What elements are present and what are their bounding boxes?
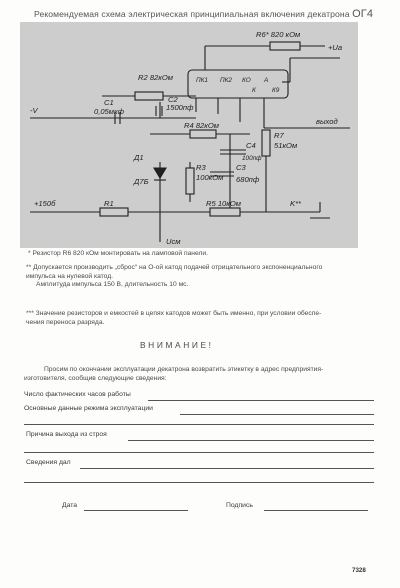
attention-line-1: Просим по окончании эксплуатации декатрона возвратить этикетку в адрес предприятия- — [44, 366, 324, 373]
attention-line-2: изготовителя, сообщив следующие сведения: — [24, 374, 167, 382]
label-d1-type: Д7Б — [134, 177, 149, 186]
label-r5: R5 10кОм — [206, 199, 241, 208]
document-title — [34, 8, 374, 20]
field-label-signature: Подпись — [226, 502, 253, 509]
note-3-line-1: *** Значение резисторов и емкостей в цепях катодов может быть именно, при условии обеспе- — [26, 310, 322, 317]
field-line-date[interactable] — [84, 510, 188, 511]
note-3-line-2: чения переноса разряда. — [26, 318, 105, 326]
label-c2: C2 — [168, 95, 178, 104]
label-r3-value: 100кОм — [196, 173, 224, 182]
label-r7-value: 51кОм — [274, 141, 298, 150]
label-c1: C1 — [104, 98, 114, 107]
note-2-line-3: Амплитуда импульса 150 В, длительность 10 мс. — [36, 281, 189, 289]
note-1: * Резистор R6 820 кОм монтировать на ламповой панели. — [28, 250, 208, 257]
field-label-failure: Причина выхода из строя — [26, 431, 107, 438]
label-minus-v: -V — [30, 106, 38, 115]
note-3 — [26, 310, 392, 327]
label-a: А — [264, 77, 269, 84]
field-line-failure-2[interactable] — [24, 452, 374, 453]
attention-heading: ВНИМАНИЕ! — [140, 340, 214, 350]
label-r6: R6* 820 кОм — [256, 30, 301, 39]
label-r2: R2 82кОм — [138, 73, 173, 82]
field-line-submitted-2[interactable] — [24, 482, 374, 483]
attention-text — [24, 366, 394, 383]
field-label-modes: Основные данные режима эксплуатации — [24, 405, 153, 412]
label-pk2: ПК2 — [220, 77, 232, 84]
label-r7: R7 — [274, 131, 284, 140]
label-ko: КО — [242, 77, 251, 84]
label-d1: Д1 — [134, 153, 144, 162]
title-text: Рекомендуемая схема электрическая принципиальная включения декатрона — [34, 9, 350, 19]
label-k: К — [252, 87, 256, 94]
circuit-schematic — [20, 22, 358, 248]
note-2 — [26, 264, 392, 290]
label-r4: R4 82кОм — [184, 121, 219, 130]
schematic-background — [20, 22, 358, 248]
field-line-hours[interactable] — [148, 400, 374, 401]
page-number: 7328 — [352, 567, 366, 574]
note-2-line-2: импульса на нулевой катод. — [26, 272, 113, 280]
field-label-date: Дата — [62, 502, 78, 509]
field-line-signature[interactable] — [264, 510, 368, 511]
label-c3-value: 680пф — [236, 175, 260, 184]
field-line-submitted-1[interactable] — [80, 468, 374, 469]
label-c3: C3 — [236, 163, 246, 172]
label-ucm: Uсм — [166, 237, 181, 246]
label-output: выход — [316, 117, 338, 126]
label-k-star: K** — [290, 199, 301, 208]
label-plus150: +150б — [34, 199, 56, 208]
note-2-line-1: ** Допускается производить „сброс“ на О-ой катод подачей отрицательного экспоненциального — [26, 264, 323, 271]
label-r3: R3 — [196, 163, 206, 172]
label-k9: К9 — [272, 87, 280, 94]
field-line-failure-1[interactable] — [128, 440, 374, 441]
label-c2-value: 1500пф — [166, 103, 194, 112]
label-plus-ua: +Ua — [328, 43, 343, 52]
label-c4: C4 — [246, 141, 256, 150]
field-line-modes-1[interactable] — [180, 414, 374, 415]
field-line-modes-2[interactable] — [24, 424, 374, 425]
title-code: ОГ4 — [352, 8, 374, 20]
label-c4-value: 100пф — [242, 155, 262, 162]
schematic-drawing — [20, 22, 358, 248]
field-label-submitted: Сведения дал — [26, 459, 71, 466]
label-pk1: ПК1 — [196, 77, 208, 84]
label-c1-value: 0,05мкф — [94, 107, 124, 116]
field-label-hours: Число фактических часов работы — [24, 391, 131, 398]
label-r1: R1 — [104, 199, 114, 208]
